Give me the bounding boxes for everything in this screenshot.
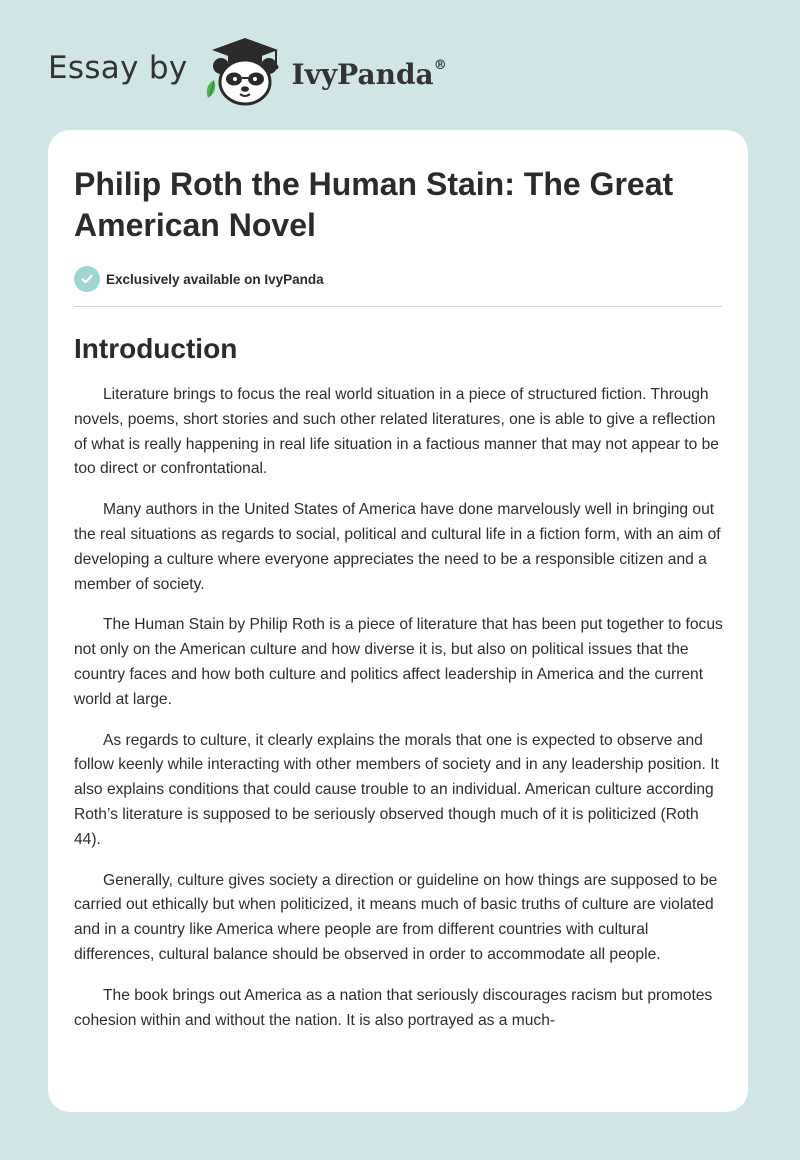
brand-prefix: Essay by bbox=[48, 50, 188, 86]
trademark-symbol: ® bbox=[433, 58, 447, 74]
paragraph: As regards to culture, it clearly explains the morals that one is expected to observe and follow keenly while interacting with other members of society and in any leadership position. It also explains conditions that could cause trouble to an individual. American culture according Roth’s literature is supposed to be seriously observed though much of it is politicized (Roth 44). bbox=[74, 731, 719, 848]
check-circle-icon bbox=[74, 266, 100, 292]
exclusive-badge bbox=[74, 266, 722, 292]
essay-card bbox=[48, 130, 748, 1112]
essay-body bbox=[74, 383, 726, 1033]
paragraph: The Human Stain by Philip Roth is a piece of literature that has been put together to focus not only on the American culture and how diverse it is, but also on political issues that the country faces and how both culture and politics affect leadership in America and the current world at large. bbox=[74, 616, 723, 708]
paragraph: Literature brings to focus the real world situation in a piece of structured fiction. Through novels, poems, short stories and such other related literatures, one is able to give a reflection of what is really happening in real life situation in a factious manner that may not appear to be too direct or confrontational. bbox=[74, 386, 719, 478]
essay-title: Philip Roth the Human Stain: The Great American Novel bbox=[74, 166, 674, 243]
paragraph: Many authors in the United States of America have done marvelously well in bringing out the real situations as regards to social, political and cultural life in a fiction form, with an aim of developing a culture where everyone appreciates the need to be a responsible citizen and a member of society. bbox=[74, 501, 721, 593]
brand-name[interactable] bbox=[292, 58, 447, 91]
paragraph: Generally, culture gives society a direction or guideline on how things are supposed to be carried out ethically but when politicized, it means much of basic truths of culture are violated and in a country like America where people are from different countries with cultural differences, cultural balance should be observed in order to accommodate all people. bbox=[74, 871, 718, 963]
title-divider bbox=[74, 306, 722, 307]
paragraph: The book brings out America as a nation that seriously discourages racism but promotes cohesion within and without the nation. It is also portrayed as a much- bbox=[74, 986, 713, 1029]
site-header bbox=[48, 36, 447, 108]
brand-name-text: IvyPanda bbox=[291, 57, 434, 91]
panda-graduation-cap-icon[interactable] bbox=[202, 36, 288, 108]
section-heading: Introduction bbox=[74, 333, 238, 364]
exclusive-badge-text: Exclusively available on IvyPanda bbox=[106, 271, 324, 287]
